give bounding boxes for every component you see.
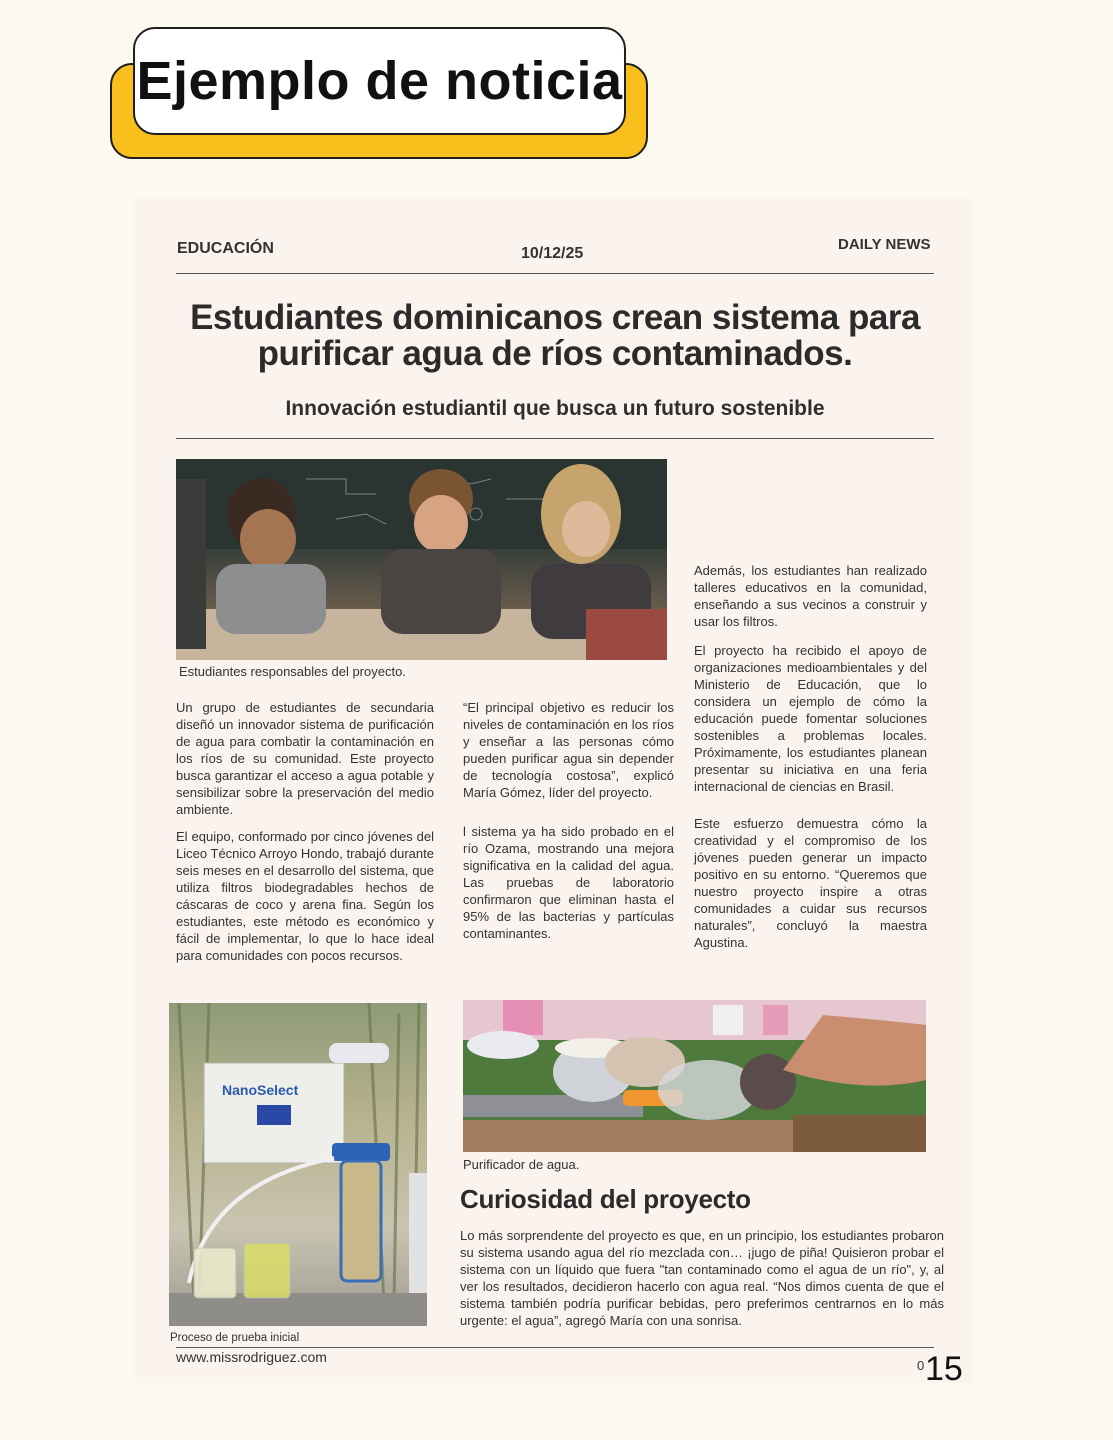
article-column-2 [463,699,674,942]
students-photo-caption: Estudiantes responsables del proyecto. [179,664,406,679]
subheadline: Innovación estudiantil que busca un futuro sostenible [285,397,825,420]
paragraph: Además, los estudiantes han realizado talleres educativos en la comunidad, enseñando a sus vecinos a construir y usar los filtros. [694,563,927,629]
title-badge [133,27,626,135]
section-label: EDUCACIÓN [177,240,274,257]
page-title: Ejemplo de noticia [136,51,623,111]
paragraph: Este esfuerzo demuestra cómo la creatividad y el compromiso de los jóvenes pueden generar un impacto positivo en su entorno. “Queremos que nuestro proyecto inspire a otras comunidades a cuidar sus recursos naturales”, concluyó la maestra Agustina. [694,816,927,950]
paragraph: El proyecto ha recibido el apoyo de organizaciones medioambientales y del Ministerio de Educación, que lo considera un ejemplo de cómo la educación puede fomentar soluciones sostenibles a problemas locales. Próximamente, los estudiantes planean presentar su iniciativa en una feria internacional de ciencias en Brasil. [694,643,927,794]
issue-date: 10/12/25 [521,245,584,262]
paragraph: “El principal objetivo es reducir los niveles de contaminación en los ríos y enseñar a las personas cómo pueden purificar agua sin depender de tecnología costosa”, explicó María Gómez, líder del proyecto. [463,700,674,800]
paragraph: Un grupo de estudiantes de secundaria diseñó un innovador sistema de purificación de agua para combatir la contaminación en los ríos de su comunidad. Este proyecto busca garantizar el acceso a agua potable y sensibilizar sobre la preservación del medio ambiente. [176,700,434,817]
students-illustration [176,459,667,660]
curiosity-title: Curiosidad del proyecto [460,1184,751,1214]
article-column-3 [694,562,927,951]
newspaper-brand: DAILY NEWS [838,236,931,253]
filter-test-caption: Proceso de prueba inicial [170,1332,300,1344]
purifier-caption: Purificador de agua. [463,1157,580,1172]
paragraph: l sistema ya ha sido probado en el río Ozama, mostrando una mejora significativa en la calidad del agua. Las pruebas de laboratorio confirmaron que eliminan hasta el 95% de las bacterias y partículas contaminantes. [463,824,674,941]
purifier-photo [463,1000,926,1152]
purifier-illustration [463,1000,926,1152]
paragraph: El equipo, conformado por cinco jóvenes del Liceo Técnico Arroyo Hondo, trabajó durante seis meses en el desarrollo del sistema, que utiliza filtros biodegradables hechos de cáscaras de coco y arena fina. Según los estudiantes, este método es económico y fácil de implementar, lo que lo hace ideal para comunidades con pocos recursos. [176,829,434,963]
page-number: 15 [925,1350,963,1388]
headline-divider [176,438,934,439]
article-column-1 [176,699,434,964]
filter-test-photo [169,1003,427,1326]
nanoselect-label: NanoSelect [222,1082,299,1098]
headline-line-1: Estudiantes dominicanos crean sistema para [190,298,920,337]
footer-url[interactable]: www.missrodriguez.com [176,1349,327,1365]
students-photo [176,459,667,660]
curiosity-text: Lo más sorprendente del proyecto es que, en un principio, los estudiantes probaron su sistema usando agua del río mezclada con… ¡jugo de piña! Quisieron probar el sistema con un líquido que fuera "tan contaminado como el agua de un río", y, al ver los resultados, decidieron hacerlo con agua real. “Nos dimos cuenta de que el sistema también podría purificar bebidas, pero preferimos centrarnos en lo más urgente: el agua”, agregó María con una sonrisa. [460,1228,944,1328]
footer-page-small: 0 [917,1358,925,1373]
filter-test-illustration [169,1003,427,1326]
curiosity-section [460,1227,944,1329]
header-divider [176,273,934,274]
footer-divider [176,1347,934,1348]
headline [176,300,934,372]
headline-line-2: purificar agua de ríos contaminados. [257,334,853,373]
